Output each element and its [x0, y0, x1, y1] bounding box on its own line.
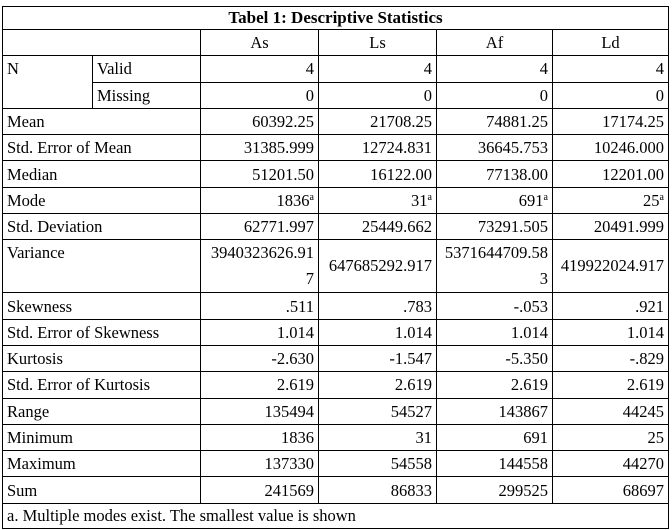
cell-mode-as: [201, 187, 319, 213]
cell-skewness-ld: .921: [553, 293, 669, 319]
row-label-std-deviation: Std. Deviation: [3, 214, 201, 240]
cell-median-ld: 12201.00: [553, 161, 669, 187]
row-std-deviation: [3, 214, 669, 240]
mode-value-as: 1836: [276, 190, 310, 210]
table-title: Tabel 1: Descriptive Statistics: [3, 7, 669, 30]
row-mode: [3, 187, 669, 213]
mode-value-af: 691: [518, 190, 544, 210]
row-label-n: N: [3, 56, 93, 109]
cell-median-ls: 16122.00: [319, 161, 437, 187]
cell-minimum-as: 1836: [201, 424, 319, 450]
row-label-se-mean: Std. Error of Mean: [3, 135, 201, 161]
cell-median-af: 77138.00: [437, 161, 553, 187]
cell-missing-as: 0: [201, 82, 319, 108]
descriptive-statistics-table: [2, 6, 669, 529]
row-label-minimum: Minimum: [3, 424, 201, 450]
mode-value-ld: 25: [643, 190, 660, 210]
cell-sum-af: 299525: [437, 477, 553, 503]
cell-se-mean-ld: 10246.000: [553, 135, 669, 161]
cell-kurtosis-ls: -1.547: [319, 345, 437, 371]
cell-se-kurtosis-ld: 2.619: [553, 372, 669, 398]
cell-variance-af: 5371644709.583: [437, 240, 553, 293]
cell-maximum-af: 144558: [437, 451, 553, 477]
cell-range-ls: 54527: [319, 398, 437, 424]
row-label-se-skewness: Std. Error of Skewness: [3, 319, 201, 345]
row-se-skewness: [3, 319, 669, 345]
cell-valid-ls: 4: [319, 56, 437, 82]
column-header-as: As: [201, 30, 319, 56]
cell-kurtosis-ld: -.829: [553, 345, 669, 371]
cell-missing-ld: 0: [553, 82, 669, 108]
cell-sum-as: 241569: [201, 477, 319, 503]
cell-se-skewness-ls: 1.014: [319, 319, 437, 345]
table-footnote: a. Multiple modes exist. The smallest value is shown: [3, 503, 669, 528]
row-skewness: [3, 293, 669, 319]
cell-se-kurtosis-ls: 2.619: [319, 372, 437, 398]
column-header-ls: Ls: [319, 30, 437, 56]
cell-sum-ls: 86833: [319, 477, 437, 503]
row-maximum: [3, 451, 669, 477]
row-label-maximum: Maximum: [3, 451, 201, 477]
cell-std-dev-ld: 20491.999: [553, 214, 669, 240]
cell-mean-ld: 17174.25: [553, 108, 669, 134]
cell-minimum-ls: 31: [319, 424, 437, 450]
row-sum: [3, 477, 669, 503]
footnote-marker: a: [543, 191, 548, 203]
cell-kurtosis-af: -5.350: [437, 345, 553, 371]
cell-valid-ld: 4: [553, 56, 669, 82]
cell-kurtosis-as: -2.630: [201, 345, 319, 371]
header-row: [3, 30, 669, 56]
row-label-skewness: Skewness: [3, 293, 201, 319]
cell-mode-af: [437, 187, 553, 213]
cell-valid-as: 4: [201, 56, 319, 82]
row-n-valid: [3, 56, 669, 82]
cell-median-as: 51201.50: [201, 161, 319, 187]
footnote-marker: a: [659, 191, 664, 203]
cell-mean-af: 74881.25: [437, 108, 553, 134]
cell-mode-ld: [553, 187, 669, 213]
cell-mode-ls: [319, 187, 437, 213]
row-label-variance: Variance: [3, 240, 201, 293]
cell-std-dev-ls: 25449.662: [319, 214, 437, 240]
cell-mean-as: 60392.25: [201, 108, 319, 134]
cell-maximum-ld: 44270: [553, 451, 669, 477]
row-mean: [3, 108, 669, 134]
mode-value-ls: 31: [411, 190, 428, 210]
cell-se-mean-as: 31385.999: [201, 135, 319, 161]
cell-std-dev-af: 73291.505: [437, 214, 553, 240]
cell-range-ld: 44245: [553, 398, 669, 424]
footnote-row: [3, 503, 669, 528]
cell-range-af: 143867: [437, 398, 553, 424]
row-minimum: [3, 424, 669, 450]
cell-se-mean-ls: 12724.831: [319, 135, 437, 161]
cell-range-as: 135494: [201, 398, 319, 424]
row-sublabel-missing: Missing: [93, 82, 201, 108]
cell-maximum-ls: 54558: [319, 451, 437, 477]
cell-variance-ls: 647685292.917: [319, 240, 437, 293]
footnote-marker: a: [427, 191, 432, 203]
cell-se-mean-af: 36645.753: [437, 135, 553, 161]
row-kurtosis: [3, 345, 669, 371]
header-blank-cell: [3, 30, 201, 56]
descriptive-statistics-table-frame: [2, 6, 668, 529]
row-label-median: Median: [3, 161, 201, 187]
cell-variance-as: 3940323626.917: [201, 240, 319, 293]
row-range: [3, 398, 669, 424]
cell-se-kurtosis-af: 2.619: [437, 372, 553, 398]
row-se-mean: [3, 135, 669, 161]
cell-std-dev-as: 62771.997: [201, 214, 319, 240]
cell-minimum-af: 691: [437, 424, 553, 450]
cell-skewness-ls: .783: [319, 293, 437, 319]
row-sublabel-valid: Valid: [93, 56, 201, 82]
column-header-af: Af: [437, 30, 553, 56]
cell-valid-af: 4: [437, 56, 553, 82]
cell-minimum-ld: 25: [553, 424, 669, 450]
row-label-range: Range: [3, 398, 201, 424]
cell-missing-ls: 0: [319, 82, 437, 108]
cell-missing-af: 0: [437, 82, 553, 108]
footnote-marker: a: [309, 191, 314, 203]
cell-variance-ld: 419922024.917: [553, 240, 669, 293]
row-label-mean: Mean: [3, 108, 201, 134]
cell-se-skewness-as: 1.014: [201, 319, 319, 345]
cell-sum-ld: 68697: [553, 477, 669, 503]
row-label-se-kurtosis: Std. Error of Kurtosis: [3, 372, 201, 398]
row-n-missing: [3, 82, 669, 108]
column-header-ld: Ld: [553, 30, 669, 56]
cell-skewness-af: -.053: [437, 293, 553, 319]
row-label-mode: Mode: [3, 187, 201, 213]
row-median: [3, 161, 669, 187]
row-label-sum: Sum: [3, 477, 201, 503]
cell-se-kurtosis-as: 2.619: [201, 372, 319, 398]
cell-se-skewness-af: 1.014: [437, 319, 553, 345]
cell-mean-ls: 21708.25: [319, 108, 437, 134]
cell-se-skewness-ld: 1.014: [553, 319, 669, 345]
cell-skewness-as: .511: [201, 293, 319, 319]
row-label-kurtosis: Kurtosis: [3, 345, 201, 371]
row-se-kurtosis: [3, 372, 669, 398]
title-row: [3, 7, 669, 30]
cell-maximum-as: 137330: [201, 451, 319, 477]
row-variance: [3, 240, 669, 293]
